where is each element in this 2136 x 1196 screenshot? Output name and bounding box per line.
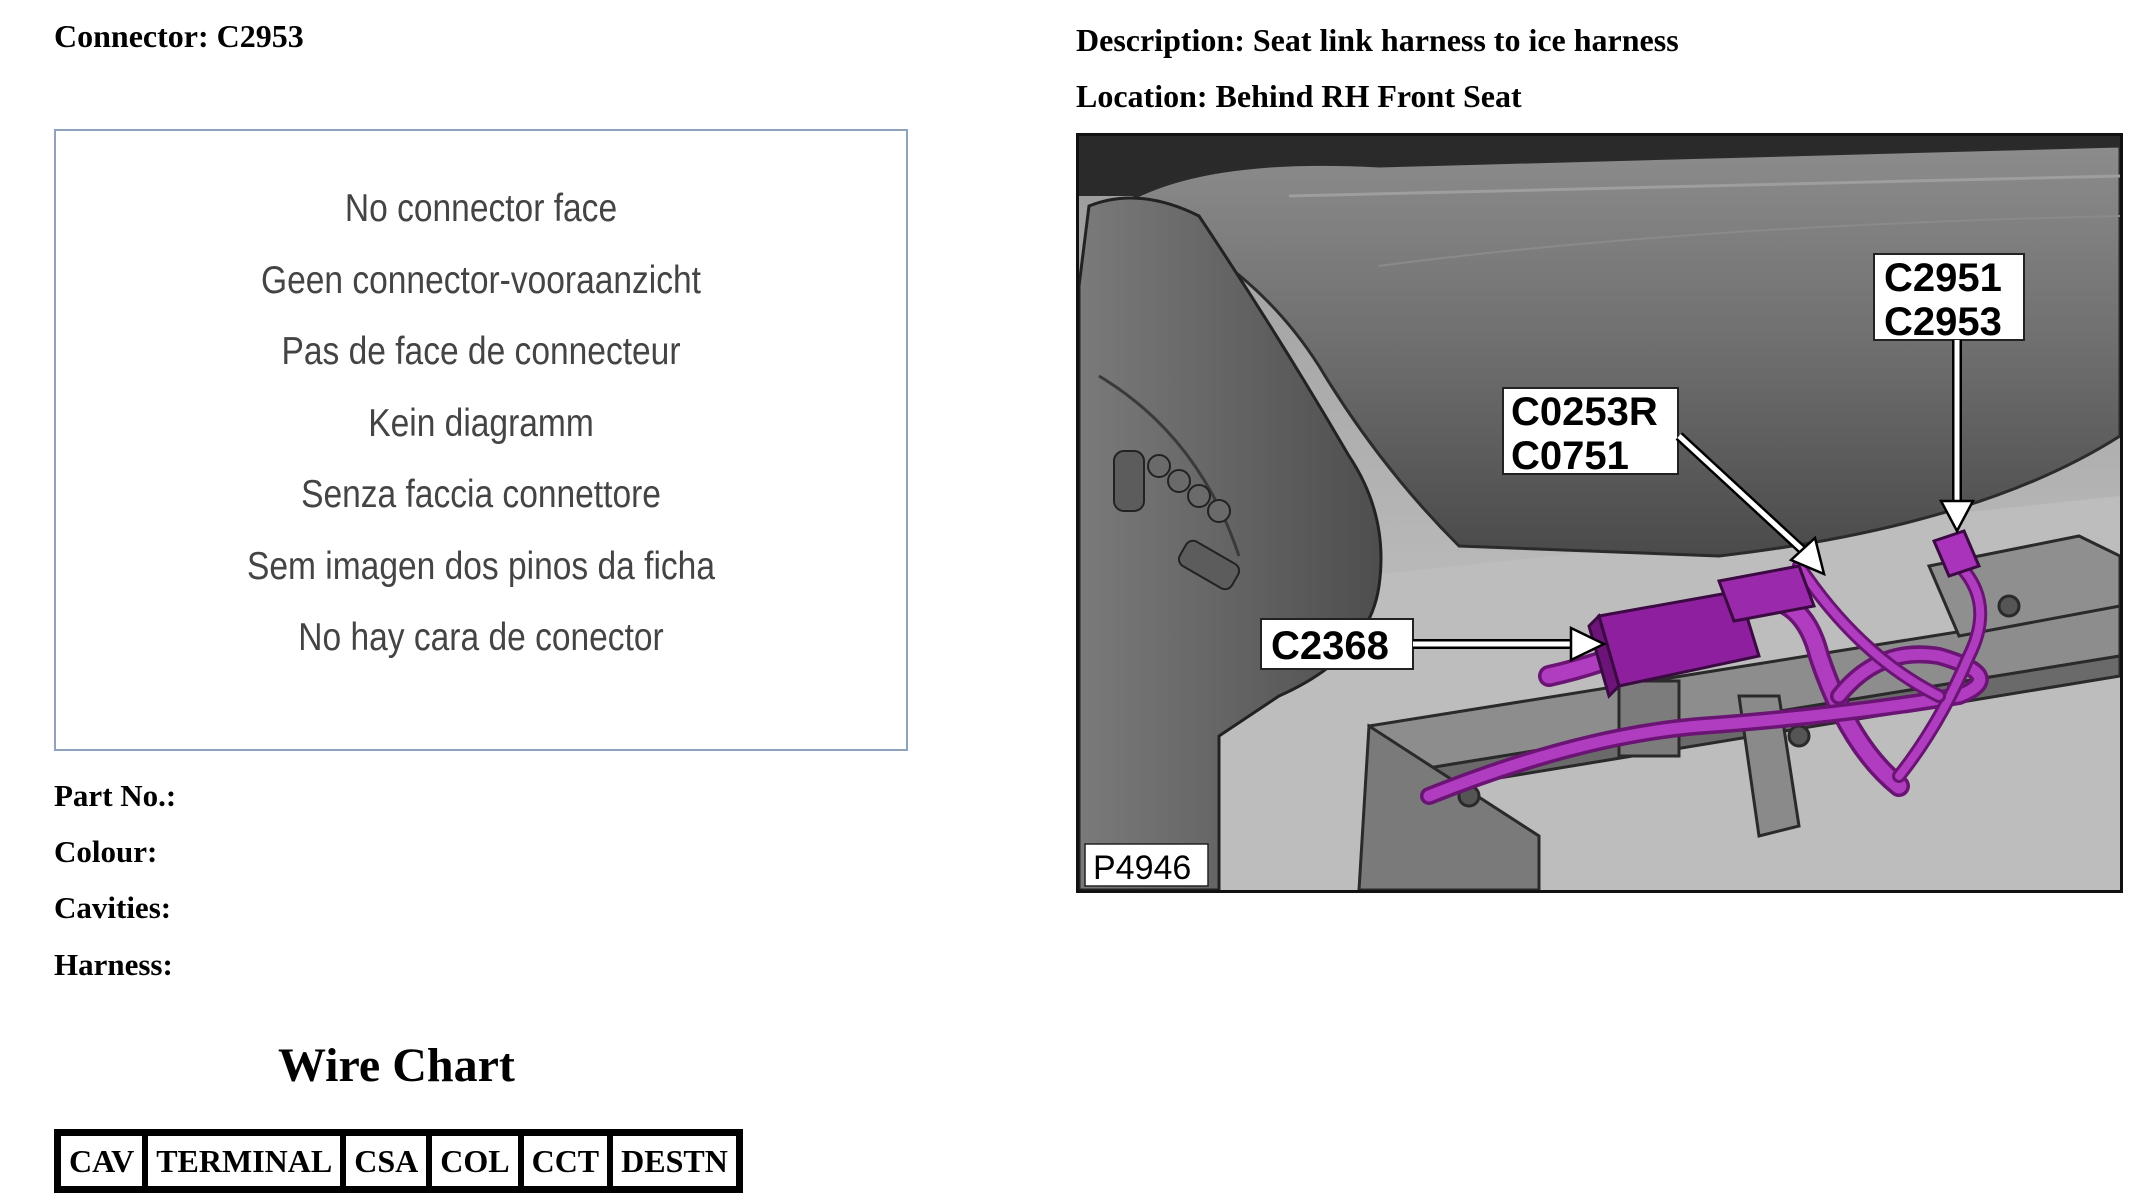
figure-id: P4946 <box>1093 849 1192 887</box>
column-header-col: COL <box>429 1133 520 1189</box>
column-header-cct: CCT <box>521 1133 611 1189</box>
wire-chart-table <box>54 1129 743 1193</box>
description-label: Description: <box>1076 22 1245 58</box>
location-photo <box>1076 133 2123 893</box>
location-label: Location: <box>1076 78 1208 114</box>
connector-value: C2953 <box>216 18 304 54</box>
column-header-csa: CSA <box>343 1133 429 1189</box>
no-face-line: Senza faccia connettore <box>301 473 661 516</box>
description-value: Seat link harness to ice harness <box>1252 22 1679 58</box>
cavities-label: Cavities: <box>54 890 172 925</box>
description-heading <box>1076 22 1679 59</box>
callout-label-c0751: C0751 <box>1511 434 1629 478</box>
part-number-label: Part No.: <box>54 778 177 813</box>
connector-face-placeholder <box>54 129 908 751</box>
no-face-line: No hay cara de conector <box>298 616 664 659</box>
wire-chart-header-row <box>58 1133 739 1189</box>
no-face-line: Geen connector-vooraanzicht <box>260 258 701 302</box>
callout-label-c2368: C2368 <box>1271 624 1389 668</box>
callout-label-c2951: C2951 <box>1884 256 2002 300</box>
no-face-line: Pas de face de connecteur <box>281 330 681 373</box>
location-value: Behind RH Front Seat <box>1215 78 1522 114</box>
harness-label: Harness: <box>54 947 173 982</box>
callout-label-c2953: C2953 <box>1884 300 2002 344</box>
no-face-line: No connector face <box>344 187 618 230</box>
column-header-destn: DESTN <box>610 1133 739 1189</box>
seat-illustration <box>1079 136 2120 890</box>
callout-label-c0253r: C0253R <box>1511 390 1658 434</box>
connector-heading <box>54 18 304 55</box>
wire-chart-title: Wire Chart <box>278 1039 515 1092</box>
no-face-text-block <box>116 173 847 674</box>
connector-label: Connector: <box>54 18 209 54</box>
column-header-cav: CAV <box>58 1133 145 1189</box>
no-face-line: Kein diagramm <box>368 401 594 445</box>
colour-label: Colour: <box>54 834 158 869</box>
figure-id-tag <box>1085 844 1208 887</box>
location-heading <box>1076 78 1522 115</box>
column-header-terminal: TERMINAL <box>145 1133 343 1189</box>
no-face-line: Sem imagen dos pinos da ficha <box>247 544 715 588</box>
